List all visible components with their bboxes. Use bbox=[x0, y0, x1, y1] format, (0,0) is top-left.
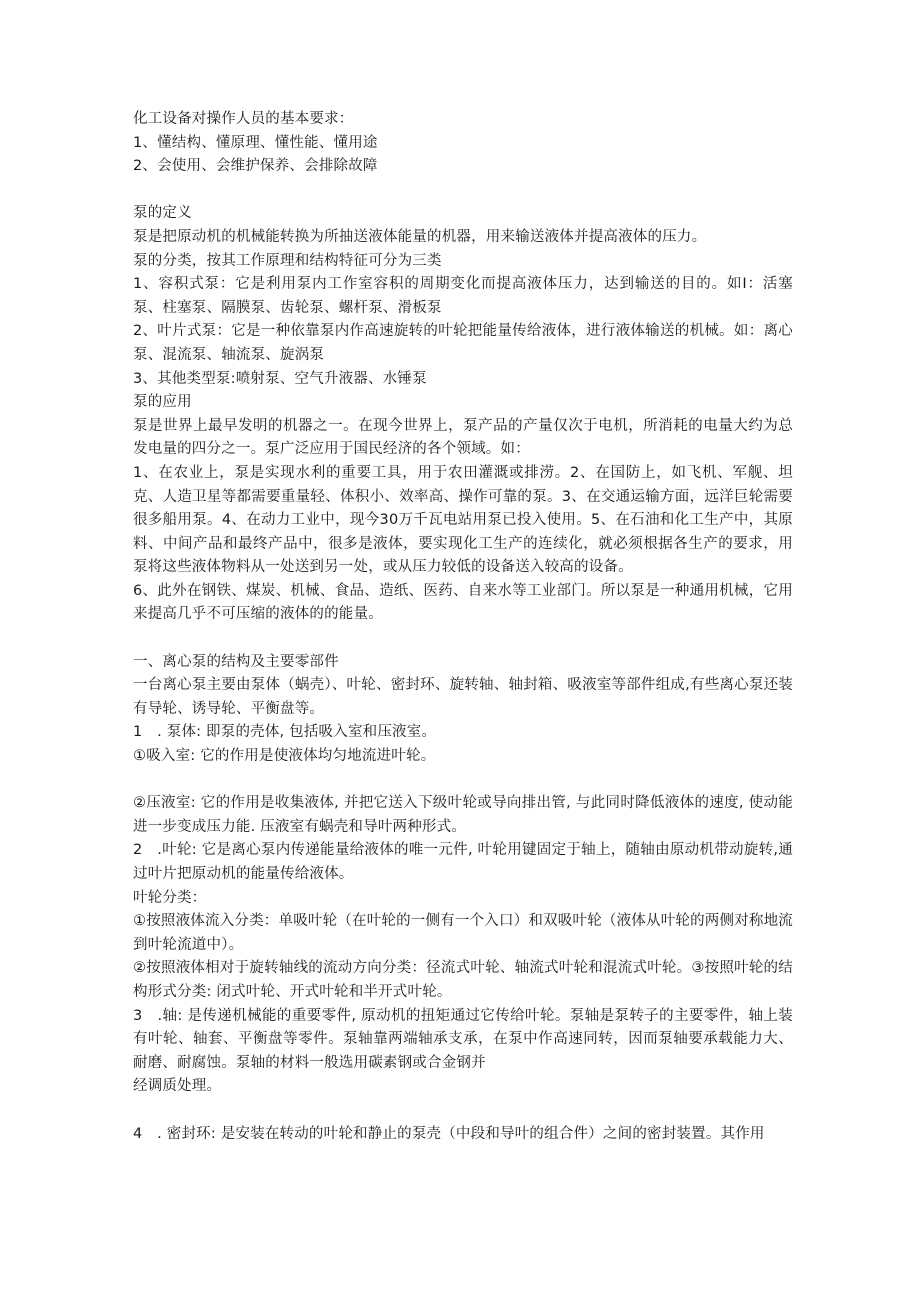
spacer bbox=[133, 627, 793, 651]
impeller-class-2: ②按照液体相对于旋转轴线的流动方向分类：径流式叶轮、轴流式叶轮和混流式叶轮。③按照叶轮的结构形式分类: 闭式叶轮、开式叶轮和半开式叶轮。 bbox=[133, 960, 793, 1000]
shaft-item-tail: 经调质处理。 bbox=[133, 1078, 222, 1095]
application-text: 泵是世界上最早发明的机器之一。在现今世界上，泵产品的产量仅次于电机，所消耗的电量大约为总发电量的四分之一。泵广泛应用于国民经济的各个领域。如： bbox=[133, 417, 793, 458]
classification-item-2: 2、叶片式泵：它是一种依靠泵内作高速旋转的叶轮把能量传给液体，进行液体输送的机械。如：离心泵、混流泵、轴流泵、旋涡泵 bbox=[133, 323, 793, 363]
intro-item-1: 1、懂结构、懂原理、懂性能、懂用途 bbox=[133, 134, 378, 151]
pump-body-item: 1 . 泵体: 即泵的壳体, 包括吸入室和压液室。 bbox=[133, 724, 437, 741]
application-item-6: 6、此外在钢铁、煤炭、机械、食品、造纸、医药、自来水等工业部门。所以泵是一种通用机械，它用来提高几乎不可压缩的液体的的能量。 bbox=[133, 582, 793, 623]
suction-chamber-item: ①吸入室: 它的作用是使液体均匀地流进叶轮。 bbox=[133, 748, 436, 765]
document-body bbox=[133, 108, 793, 1146]
discharge-chamber-item: ②压液室: 它的作用是收集液体, 并把它送入下级叶轮或导向排出管, 与此同时降低液体的速度, 使动能进一步变成压力能. 压液室有蜗壳和导叶两种形式。 bbox=[133, 795, 793, 835]
shaft-item: 3 .轴: 是传递机械能的重要零件, 原动机的扭矩通过它传给叶轮。泵轴是泵转子的主要零件，轴上装有叶轮、轴套、平衡盘等零件。泵轴靠两端轴承支承，在泵中作高速同转，因而泵轴要承载能力大、耐磨、耐腐蚀。泵轴的材料一般选用碳素钢或合金钢并 bbox=[133, 1007, 793, 1071]
classification-item-3: 3、其他类型泵:喷射泵、空气升液器、水锤泵 bbox=[133, 370, 427, 387]
classification-item-1: 1、容积式泵：它是利用泵内工作室容积的周期变化而提高液体压力，达到输送的目的。如Ⅰ：活塞泵、柱塞泵、隔膜泵、齿轮泵、螺杆泵、滑板泵 bbox=[133, 276, 793, 316]
application-items: 1、在农业上，泵是实现水利的重要工具，用于农田灌溉或排涝。2、在国防上，如飞机、军舰、坦克、人造卫星等都需要重量轻、体积小、效率高、操作可靠的泵。3、在交通运输方面，远洋巨轮需要很多船用泵。4、在动力工业中，现今30万千瓦电站用泵已投入使用。5、在石油和化工生产中，其原料、中间产品和最终产品中，很多是液体，要实现化工生产的连续化，就必须根据各生产的要求，用泵将这些液体物料从一处送到另一处，或从压力较低的设备送入较高的设备。 bbox=[133, 464, 793, 576]
seal-ring-item: 4 . 密封环: 是安装在转动的叶轮和静止的泵壳（中段和导叶的组合件）之间的密封装置。其作用 bbox=[133, 1125, 765, 1142]
spacer bbox=[133, 179, 793, 203]
definition-title: 泵的定义 bbox=[133, 205, 192, 222]
application-title: 泵的应用 bbox=[133, 394, 192, 411]
impeller-item: 2 .叶轮: 它是离心泵内传递能量给液体的唯一元件, 叶轮用键固定于轴上，随轴由原动机带动旋转,通过叶片把原动机的能量传给液体。 bbox=[133, 842, 793, 882]
intro-item-2: 2、会使用、会维护保养、会排除故障 bbox=[133, 158, 378, 175]
intro-title: 化工设备对操作人员的基本要求： bbox=[133, 111, 354, 127]
spacer bbox=[133, 769, 793, 793]
section-1-text: 一台离心泵主要由泵体（蜗壳）、叶轮、密封环、旋转轴、轴封箱、吸液室等部件组成,有些离心泵还装有导轮、诱导轮、平衡盘等。 bbox=[133, 677, 793, 717]
section-1-title: 一、离心泵的结构及主要零部件 bbox=[133, 653, 339, 670]
impeller-class-1: ①按照液体流入分类：单吸叶轮（在叶轮的一侧有一个入口）和双吸叶轮（液体从叶轮的两侧对称地流到叶轮流道中）。 bbox=[133, 913, 793, 953]
impeller-classification-title: 叶轮分类： bbox=[133, 889, 207, 906]
definition-text: 泵是把原动机的机械能转换为所抽送液体能量的机器，用来输送液体并提高液体的压力。 bbox=[133, 228, 707, 245]
classification-title: 泵的分类，按其工作原理和结构特征可分为三类 bbox=[133, 252, 442, 269]
spacer bbox=[133, 1099, 793, 1123]
